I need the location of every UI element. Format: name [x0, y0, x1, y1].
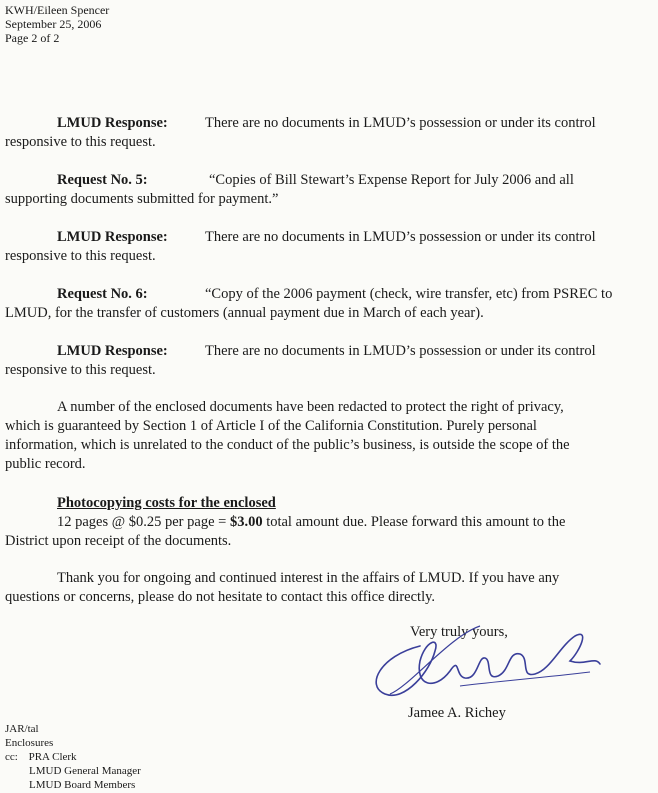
block-text: There are no documents in LMUD’s possession or under its control [205, 115, 596, 131]
response-block [5, 228, 657, 266]
initials: JAR/tal [5, 723, 39, 735]
valediction: Very truly yours, [410, 624, 508, 640]
photocopy-heading: Photocopying costs for the enclosed [57, 495, 276, 511]
cost-text-end: total amount due. Please forward this amount to the [262, 514, 566, 530]
request-block [5, 285, 657, 323]
signer-name: Jamee A. Richey [408, 705, 506, 721]
block-label: LMUD Response: [57, 343, 168, 359]
block-continuation: supporting documents submitted for payment.” [5, 191, 279, 207]
page-number: Page 2 of 2 [5, 31, 60, 45]
cc-list [5, 750, 141, 764]
block-label: LMUD Response: [57, 115, 168, 131]
block-label: Request No. 6: [57, 286, 148, 302]
block-label: Request No. 5: [57, 172, 148, 188]
block-continuation: LMUD, for the transfer of customers (annual payment due in March of each year). [5, 305, 484, 321]
block-continuation: responsive to this request. [5, 248, 156, 264]
privacy-paragraph [5, 398, 657, 474]
block-text: “Copies of Bill Stewart’s Expense Report for July 2006 and all [209, 172, 574, 188]
paragraph-line: information, which is unrelated to the conduct of the public’s business, is outside the scope of the [5, 437, 570, 453]
cost-text: 12 pages @ $0.25 per page = [57, 514, 230, 530]
block-text: There are no documents in LMUD’s possession or under its control [205, 343, 596, 359]
block-continuation: responsive to this request. [5, 362, 156, 378]
cost-continuation: District upon receipt of the documents. [5, 533, 232, 549]
paragraph-line: public record. [5, 456, 86, 472]
closing-paragraph [5, 569, 657, 607]
photocopy-section [5, 494, 657, 551]
response-block [5, 114, 657, 152]
cc-item: PRA Clerk [28, 751, 77, 763]
paragraph-line: Thank you for ongoing and continued interest in the affairs of LMUD. If you have any [57, 570, 560, 586]
cc-label: cc: [5, 751, 18, 763]
cost-amount: $3.00 [229, 514, 263, 530]
recipient-line: KWH/Eileen Spencer [5, 3, 110, 17]
paragraph-line: questions or concerns, please do not hesitate to contact this office directly. [5, 589, 436, 605]
request-block [5, 171, 657, 209]
letter-footer [5, 722, 141, 792]
handwritten-signature [360, 616, 620, 716]
block-text: There are no documents in LMUD’s possession or under its control [205, 229, 596, 245]
response-block [5, 342, 657, 380]
cc-item: LMUD General Manager [29, 765, 141, 777]
block-text: “Copy of the 2006 payment (check, wire transfer, etc) from PSREC to [205, 286, 613, 302]
date-line: September 25, 2006 [5, 17, 102, 31]
cc-item: LMUD Board Members [29, 779, 136, 791]
letter-header [5, 3, 109, 45]
block-label: LMUD Response: [57, 229, 168, 245]
enclosures-note: Enclosures [5, 737, 54, 749]
block-continuation: responsive to this request. [5, 134, 156, 150]
paragraph-line: which is guaranteed by Section 1 of Article I of the California Constitution. Purely personal [5, 418, 537, 434]
paragraph-line: A number of the enclosed documents have been redacted to protect the right of privacy, [57, 399, 564, 415]
